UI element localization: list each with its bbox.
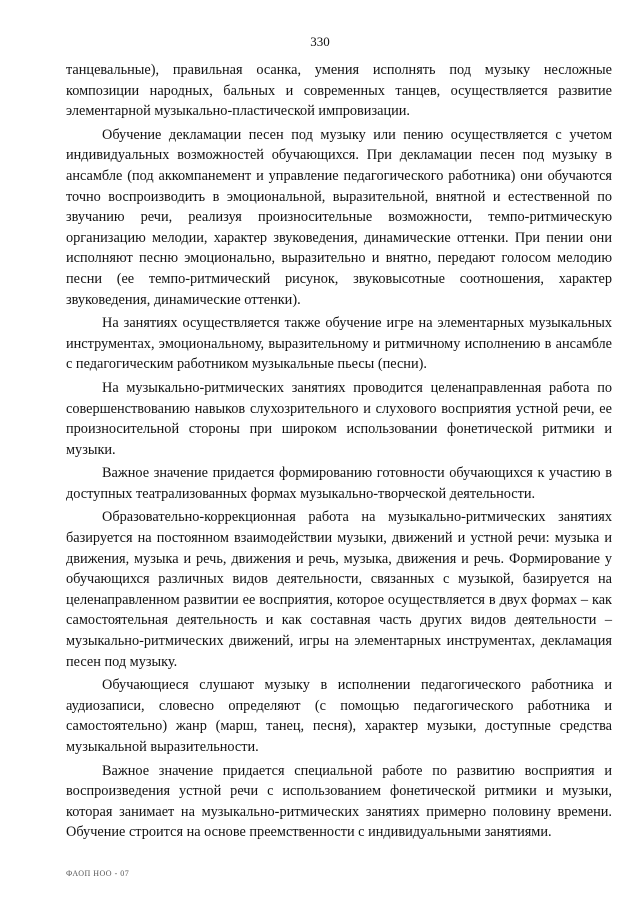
paragraph-continuation: танцевальные), правильная осанка, умения исполнять под музыку несложные композиции народных, бальных и современных танцев, осуществляется развитие элементарной музыкально-пластической импровизации. [66,62,612,120]
page-number: 330 [310,34,330,49]
paragraph-speech-reproduction: Важное значение придается специальной работе по развитию восприятия и воспроизведения устной речи с использованием фонетической ритмики и музыки, которая занимает на музыкально-ритмических занятиях примерно половину времени. Обучение строится на основе преемственности с индивидуальными занятиями. [66,762,612,841]
paragraph-correctional-work: Образовательно-коррекционная работа на музыкально-ритмических занятиях базируется на постоянном взаимодействии музыки, движений и устной речи: музыка и движения, музыка и речь, движения и речь, музыка, движения и речь. Формирование у обучающихся различных видов деятельности, связанных с музыкой, базируется на целенаправленном развитии ее восприятия, которое осуществляется в двух формах – как самостоятельная деятельность и как составная часть других видов деятельности – музыкально-ритмических движений, игры на элементарных инструментах, декламация песен под музыку. [66,509,612,670]
paragraph-instruments: На занятиях осуществляется также обучение игре на элементарных музыкальных инструментах, эмоциональному, выразительному и ритмичному исполнению в ансамбле с педагогическим работником музыкальные пьесы (песни). [66,315,612,373]
document-body [66,60,612,843]
paragraph-listening: Обучающиеся слушают музыку в исполнении педагогического работника и аудиозаписи, словесно определяют (с помощью педагогического работника и самостоятельно) жанр (марш, танец, песня), характер музыки, доступные средства музыкальной выразительности. [66,677,612,755]
paragraph-declamation: Обучение декламации песен под музыку или пению осуществляется с учетом индивидуальных возможностей обучающихся. При декламации песен под музыку в ансамбле (под аккомпанемент и управление педагогического работника) они обучаются точно воспроизводить в эмоциональной, выразительной, внятной и естественной по звучанию речи, реализуя произносительные возможности, темпо-ритмическую организацию мелодии, характер звуковедения, динамические оттенки. При пении они исполняют песню эмоционально, выразительно и внятно, передают голосом мелодию песни (ее темпо-ритмический рисунок, звуковысотные соотношения, характер звуковедения, динамические оттенки). [66,126,612,308]
paragraph-speech-perception: На музыкально-ритмических занятиях проводится целенаправленная работа по совершенствованию навыков слухозрительного и слухового восприятия устной речи, ее произносительной стороны при широком использовании фонетической ритмики и музыки. [66,379,612,458]
paragraph-theatrical: Важное значение придается формированию готовности обучающихся к участию в доступных театрализованных формах музыкально-творческой деятельности. [66,465,612,502]
footer-document-code: ФАОП НОО - 07 [66,869,130,878]
